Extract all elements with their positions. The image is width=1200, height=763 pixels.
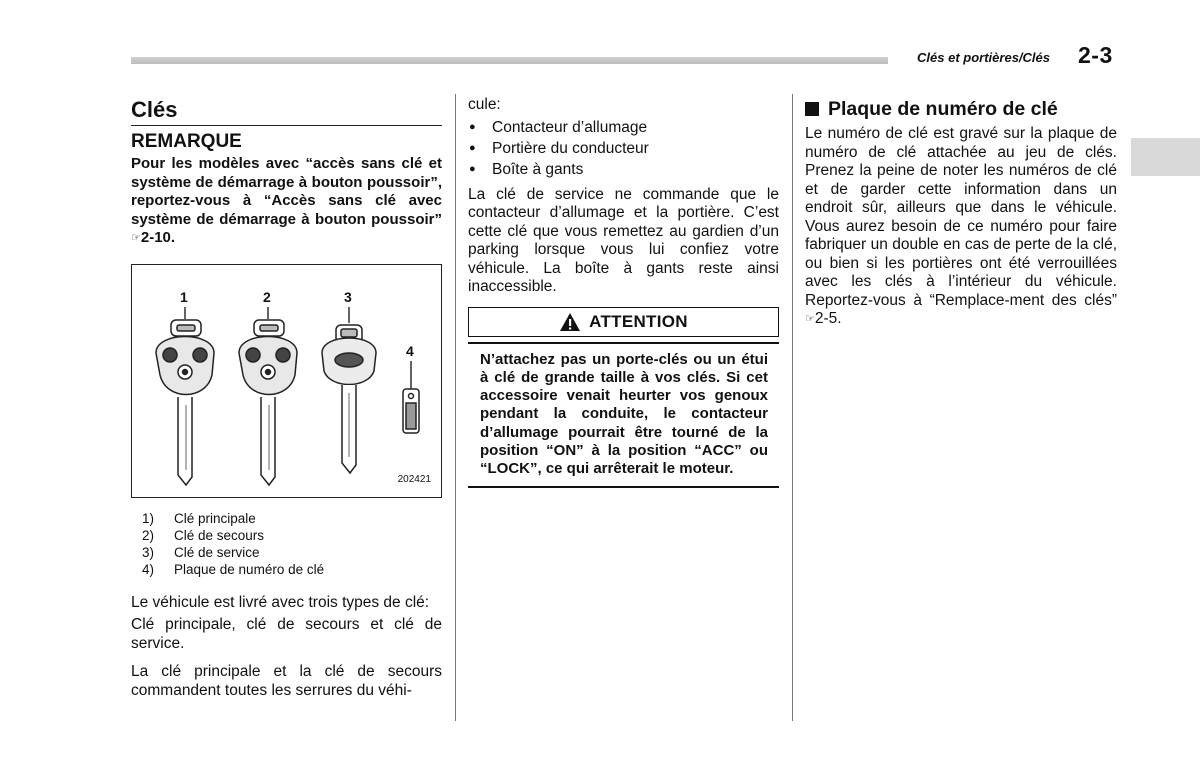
figure-label-2: 2 xyxy=(263,288,271,305)
remark-reference: 2-10. xyxy=(140,229,176,246)
legend-item xyxy=(142,527,442,544)
bullet-icon: ● xyxy=(469,141,476,154)
remark-text xyxy=(131,155,442,248)
service-key-drawing xyxy=(322,325,376,473)
keys-figure xyxy=(131,264,442,498)
legend-item xyxy=(142,510,442,527)
figure-label-3: 3 xyxy=(344,288,352,305)
legend-number: 2) xyxy=(142,527,155,543)
warning-icon xyxy=(559,312,581,332)
main-key-drawing xyxy=(156,320,214,485)
column-divider xyxy=(455,94,456,721)
header-rule xyxy=(131,57,888,64)
attention-text: N’attachez pas un porte-clés ou un étui à clé de grande taille à vos clés. Si cet accessoire venait heurter vos genoux pendant la conduite, le contacteur d’allumage pourrait être tourné de la position “ON” à la position “ACC” ou “LOCK”, ce qui arrêterait le moteur. xyxy=(468,342,779,488)
figure-code: 202421 xyxy=(397,473,431,485)
attention-header xyxy=(468,307,779,337)
continuation-text: cule: xyxy=(468,96,501,113)
subsection-title: Plaque de numéro de clé xyxy=(828,98,1058,120)
legend-text: Plaque de numéro de clé xyxy=(174,562,325,578)
page-number: 2-3 xyxy=(1078,42,1113,68)
legend-text: Clé de service xyxy=(174,545,260,561)
figure-label-4: 4 xyxy=(406,342,414,359)
left-column xyxy=(131,96,442,700)
legend-number: 1) xyxy=(142,510,155,526)
remark-heading: REMARQUE xyxy=(131,131,242,152)
keys-illustration xyxy=(132,265,441,497)
legend-item xyxy=(142,561,442,578)
paragraph-key-list: Clé principale, clé de secours et clé de service. xyxy=(131,616,442,652)
legend-number: 4) xyxy=(142,562,155,578)
figure-legend xyxy=(142,510,442,579)
list-item xyxy=(468,159,779,180)
figure-label-1: 1 xyxy=(180,288,188,305)
list-item xyxy=(468,117,779,138)
legend-text: Clé de secours xyxy=(174,527,265,543)
key-number-plate-drawing xyxy=(403,389,419,433)
right-column xyxy=(805,96,1117,329)
bullet-icon: ● xyxy=(469,120,476,133)
key-replacement-reference: 2-5. xyxy=(814,310,842,327)
spare-key-drawing xyxy=(239,320,297,485)
list-item-text: Portière du conducteur xyxy=(492,139,649,157)
section-title: Clés xyxy=(131,97,178,122)
middle-column xyxy=(468,96,779,488)
subsection-heading xyxy=(805,96,1117,122)
list-item-text: Boîte à gants xyxy=(492,160,584,178)
page-reference-icon: ☞ xyxy=(131,232,141,244)
paragraph-key-number-text: Le numéro de clé est gravé sur la plaque de numéro de clé attachée au jeu de clés. Prenez la peine de noter les numéros de clé et de garder cette information dans un endroit sûr, ailleurs que dans le véhicule. Vous aurez besoin de ce numéro pour faire fabriquer un double en cas de perte de la clé, ou bien si les portières ont été verrouillées avec les clés à l’intérieur du véhicule. Reportez-vous à “Remplace-ment des clés” xyxy=(805,125,1117,309)
square-bullet-icon xyxy=(805,102,819,116)
paragraph-key-number xyxy=(805,125,1117,329)
remark-body: Pour les modèles avec “accès sans clé et système de démarrage à bouton poussoir”, reportez-vous à “Accès sans clé avec système de démarrage à bouton poussoir” xyxy=(131,155,442,228)
legend-item xyxy=(142,544,442,561)
paragraph-key-types: Le véhicule est livré avec trois types de clé: xyxy=(131,593,430,611)
lock-list xyxy=(468,117,779,180)
paragraph-service-key: La clé de service ne commande que le contacteur d’allumage et la portière. C’est cette clé que vous remettez au gardien d’un parking lorsque vous lui confiez votre véhicule. La boîte à gants reste ainsi inaccessible. xyxy=(468,185,779,295)
paragraph-key-usage: La clé principale et la clé de secours commandent toutes les serrures du véhi- xyxy=(131,663,442,699)
attention-title: ATTENTION xyxy=(589,311,688,331)
running-header: Clés et portières/Clés xyxy=(917,50,1050,65)
legend-text: Clé principale xyxy=(174,510,256,526)
page-reference-icon: ☞ xyxy=(805,313,815,325)
legend-number: 3) xyxy=(142,545,155,561)
list-item xyxy=(468,138,779,159)
list-item-text: Contacteur d’allumage xyxy=(492,118,648,136)
chapter-tab xyxy=(1131,138,1200,176)
bullet-icon: ● xyxy=(469,162,476,175)
column-divider xyxy=(792,94,793,721)
title-rule xyxy=(131,125,442,126)
